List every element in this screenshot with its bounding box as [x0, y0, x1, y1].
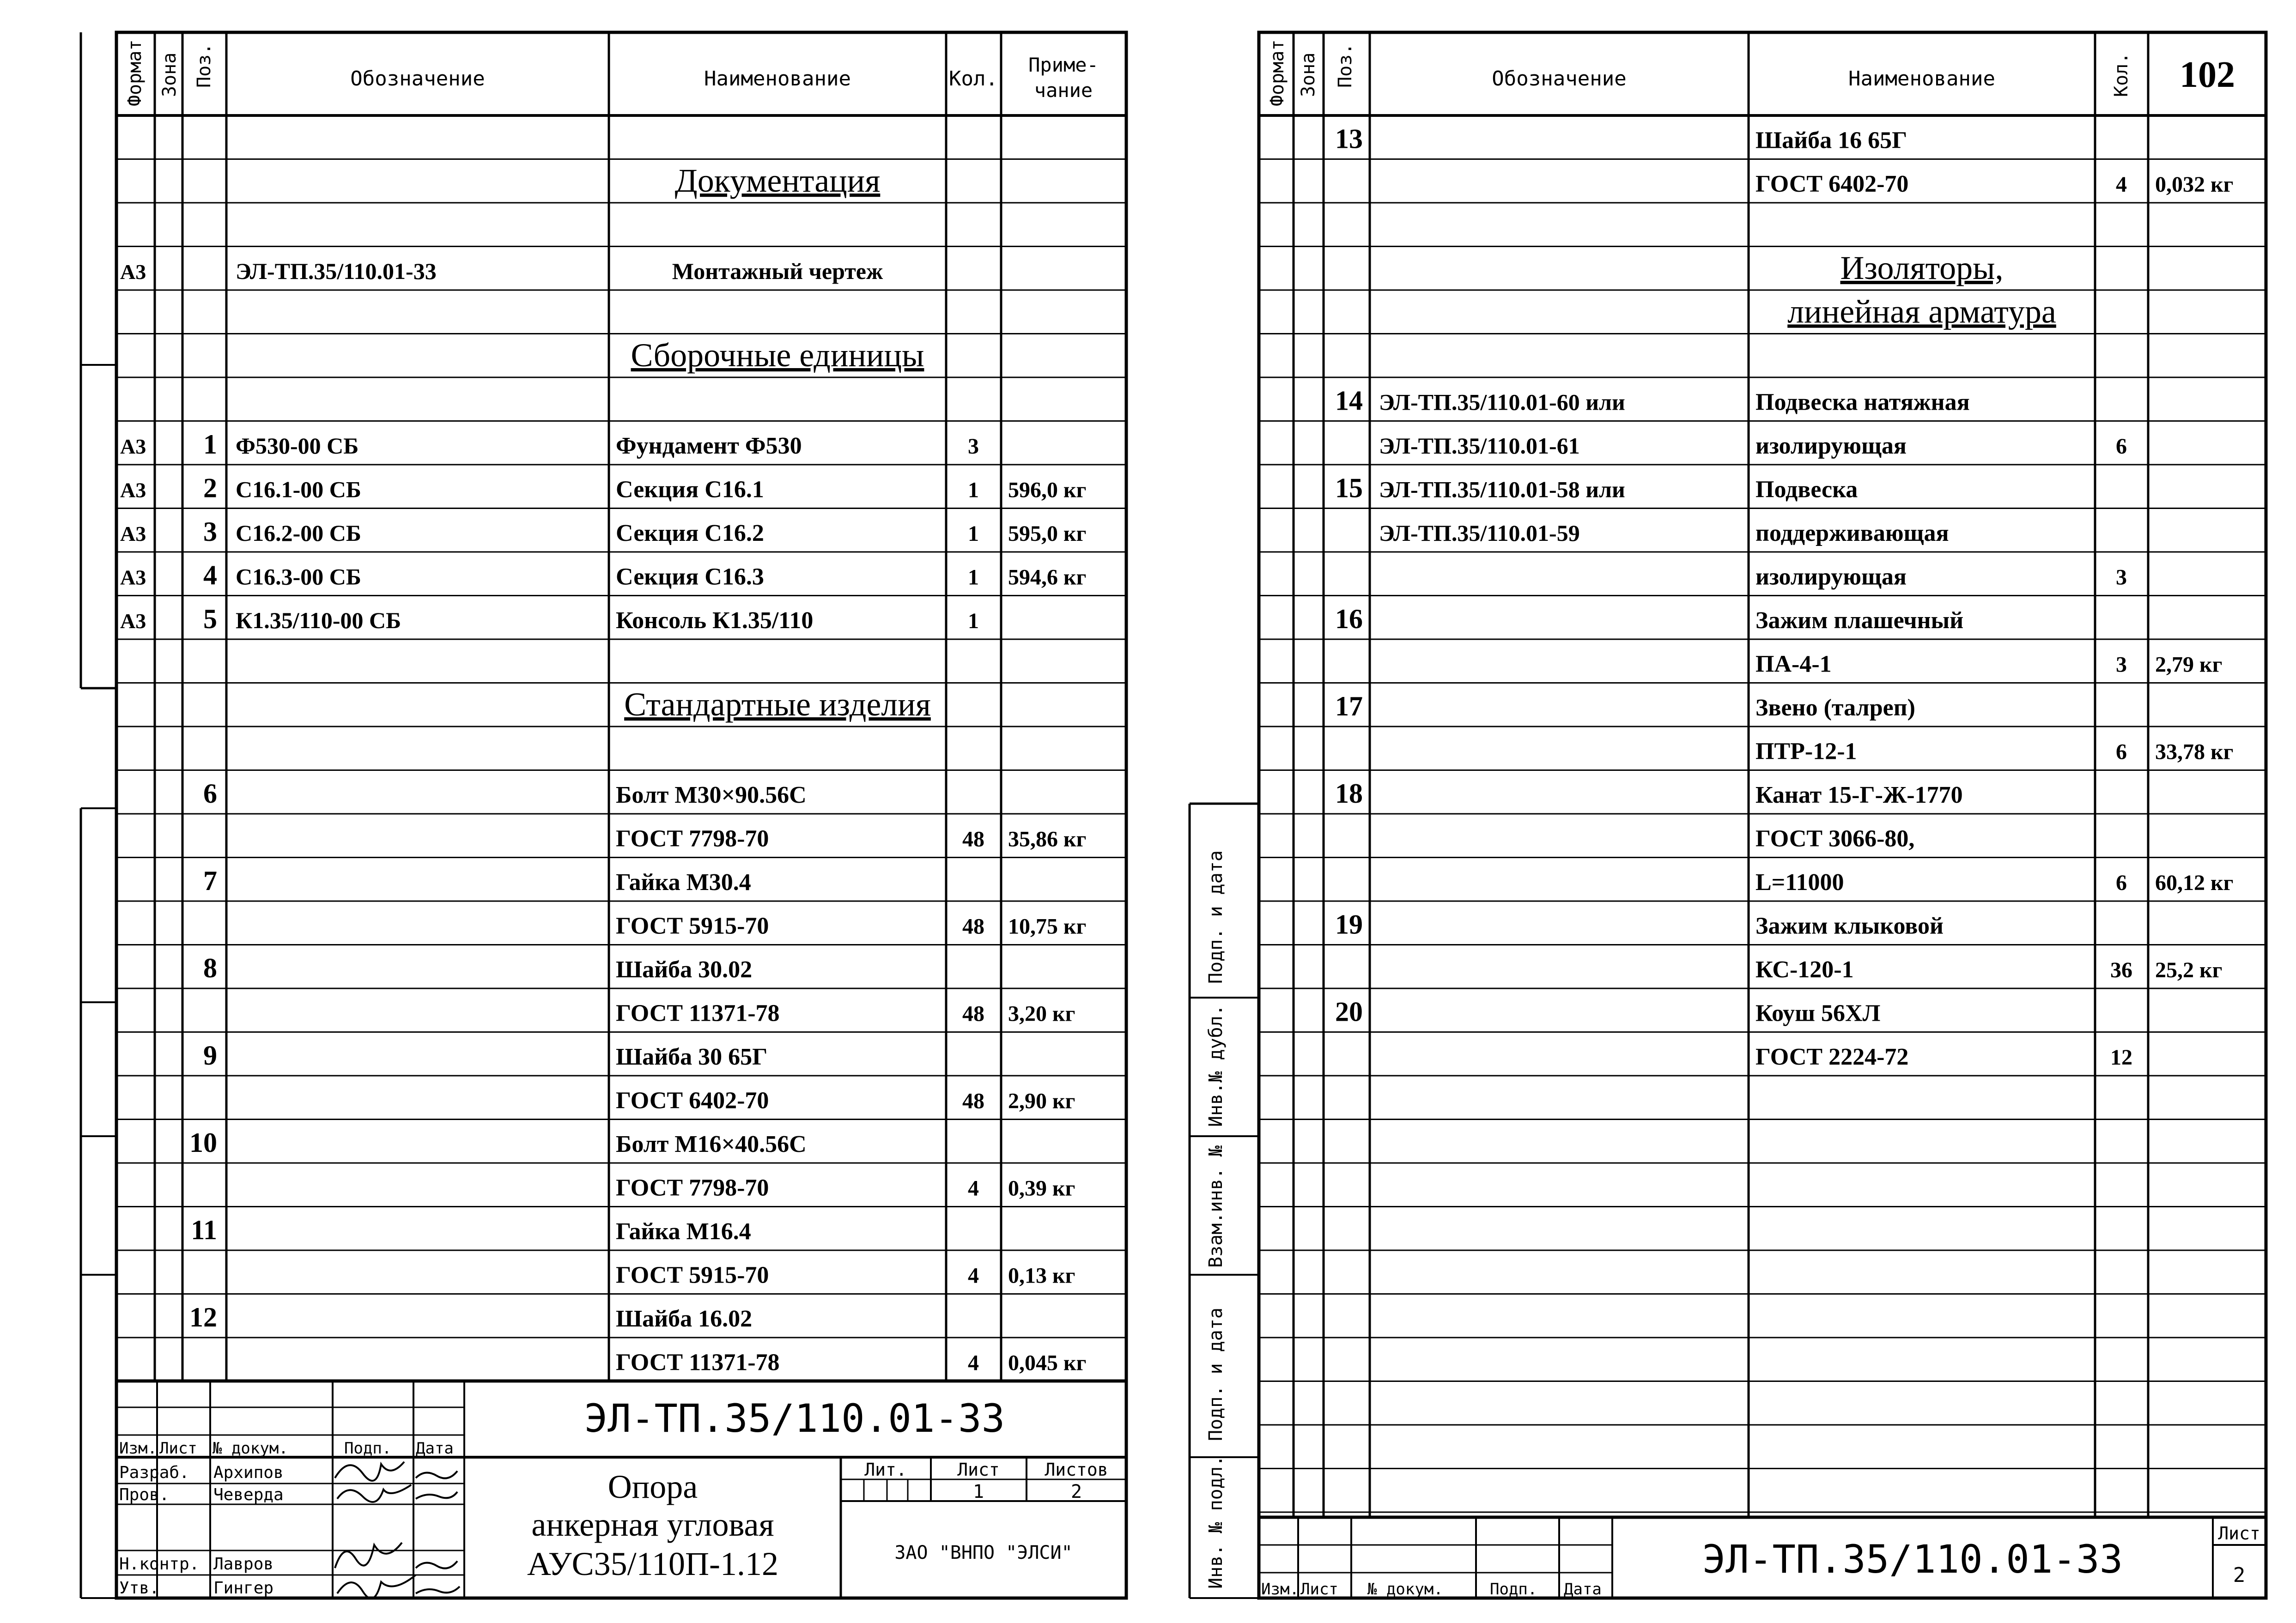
position-cell: 6 — [203, 778, 217, 809]
sheet-number: 1 — [972, 1481, 984, 1502]
note-cell: 594,6 кг — [1008, 565, 1087, 590]
format-cell: А3 — [120, 609, 146, 633]
quantity-cell: 12 — [2110, 1045, 2132, 1070]
name-cell: Монтажный чертеж — [672, 258, 883, 284]
name-cell: Шайба 30.02 — [616, 957, 753, 983]
name-cell: Фундамент Ф530 — [616, 433, 802, 459]
position-cell: 18 — [1335, 778, 1363, 809]
title-line: АУС35/110П-1.12 — [527, 1545, 778, 1582]
tb-role: Разраб. — [119, 1463, 189, 1482]
header-pos: Поз. — [194, 43, 215, 88]
quantity-cell: 1 — [968, 565, 979, 590]
name-cell: ГОСТ 11371-78 — [616, 1000, 780, 1027]
designation-cell: ЭЛ-ТП.35/110.01-61 — [1379, 433, 1580, 459]
position-cell: 12 — [189, 1302, 217, 1332]
quantity-cell: 3 — [2116, 652, 2127, 677]
tb-header: Подп. — [344, 1439, 392, 1458]
tb-role: Утв. — [119, 1579, 159, 1598]
header-format: Формат — [124, 39, 146, 106]
name-cell: ГОСТ 7798-70 — [616, 825, 769, 852]
section-heading: линейная арматура — [1787, 293, 2056, 330]
tb-header: Изм. — [1261, 1580, 1299, 1599]
document-code: ЭЛ-ТП.35/110.01-33 — [584, 1396, 1005, 1441]
tb-header: Листов — [1045, 1459, 1108, 1480]
quantity-cell: 6 — [2116, 739, 2127, 764]
note-cell: 595,0 кг — [1008, 521, 1087, 546]
position-cell: 1 — [203, 429, 217, 460]
format-cell: А3 — [120, 435, 146, 458]
quantity-cell: 1 — [968, 609, 979, 633]
note-cell: 35,86 кг — [1008, 827, 1087, 852]
name-cell: ГОСТ 5915-70 — [616, 913, 769, 939]
position-cell: 3 — [203, 516, 217, 547]
tb-header: Дата — [1564, 1580, 1602, 1599]
header-designation: Обозначение — [350, 67, 485, 91]
format-cell: А3 — [120, 565, 146, 589]
name-cell: ГОСТ 3066-80, — [1755, 825, 1915, 852]
name-cell: Зажим клыковой — [1755, 913, 1944, 939]
position-cell: 5 — [203, 604, 217, 634]
position-cell: 14 — [1335, 385, 1363, 416]
quantity-cell: 1 — [968, 521, 979, 546]
quantity-cell: 48 — [962, 914, 984, 939]
side-label: Подп. и дата — [1205, 850, 1227, 984]
name-cell: Зажим плашечный — [1755, 607, 1964, 634]
tb-person: Лавров — [213, 1555, 274, 1574]
section-heading: Изоляторы, — [1840, 249, 2004, 286]
tb-header: Лист — [1300, 1580, 1338, 1599]
name-cell: Болт М30×90.56С — [616, 782, 807, 808]
designation-cell: К1.35/110-00 СБ — [236, 607, 401, 633]
quantity-cell: 36 — [2110, 958, 2132, 982]
tb-header: № докум. — [213, 1439, 288, 1458]
quantity-cell: 48 — [962, 1089, 984, 1114]
side-label: Инв. № подл. — [1205, 1455, 1227, 1589]
quantity-cell: 4 — [968, 1350, 979, 1375]
tb-role: Н.контр. — [119, 1555, 200, 1574]
name-cell: Подвеска натяжная — [1755, 389, 1970, 416]
name-cell: ПТР-12-1 — [1755, 738, 1857, 765]
note-cell: 0,045 кг — [1008, 1350, 1087, 1375]
quantity-cell: 4 — [968, 1176, 979, 1201]
header-zone: Зона — [159, 52, 180, 97]
name-cell: Секция С16.1 — [616, 476, 764, 503]
quantity-cell: 1 — [968, 478, 979, 503]
note-cell: 2,79 кг — [2155, 652, 2223, 677]
name-cell: Коуш 56ХЛ — [1755, 1000, 1881, 1027]
quantity-cell: 6 — [2116, 434, 2127, 459]
note-cell: 60,12 кг — [2155, 871, 2234, 895]
name-cell: Консоль К1.35/110 — [616, 607, 814, 634]
note-cell: 10,75 кг — [1008, 914, 1087, 939]
note-cell: 2,90 кг — [1008, 1089, 1075, 1114]
tb-person: Гингер — [213, 1579, 274, 1598]
name-cell: Шайба 16 65Г — [1755, 127, 1907, 154]
header-qty: Кол. — [949, 67, 998, 91]
tb-header: № докум. — [1367, 1580, 1443, 1599]
name-cell: ГОСТ 5915-70 — [616, 1262, 769, 1289]
format-cell: А3 — [120, 478, 146, 502]
tb-person: Чеверда — [213, 1485, 284, 1504]
name-cell: Шайба 16.02 — [616, 1306, 753, 1332]
title-line: анкерная угловая — [531, 1506, 774, 1543]
note-cell: 3,20 кг — [1008, 1001, 1075, 1026]
designation-cell: ЭЛ-ТП.35/110.01-33 — [236, 258, 437, 284]
tb-header: Изм. — [119, 1439, 157, 1458]
quantity-cell: 3 — [968, 434, 979, 459]
signatures — [335, 1462, 460, 1599]
name-cell: ГОСТ 6402-70 — [1755, 171, 1909, 197]
position-cell: 13 — [1335, 123, 1363, 154]
position-cell: 10 — [189, 1127, 217, 1158]
position-cell: 15 — [1335, 472, 1363, 503]
designation-cell: С16.3-00 СБ — [236, 563, 361, 590]
side-label: Подп. и дата — [1205, 1308, 1227, 1441]
name-cell: ГОСТ 11371-78 — [616, 1349, 780, 1376]
header-zone: Зона — [1298, 52, 1319, 97]
header-pos: Поз. — [1335, 43, 1356, 88]
name-cell: ПА-4-1 — [1755, 651, 1832, 678]
format-cell: А3 — [120, 522, 146, 545]
position-cell: 7 — [203, 866, 217, 896]
section-heading: Стандартные изделия — [624, 686, 931, 723]
tb-header: Лист — [159, 1439, 197, 1458]
position-cell: 2 — [203, 472, 217, 503]
tb-header: Лист — [2218, 1523, 2260, 1544]
name-cell: Звено (талреп) — [1755, 695, 1915, 721]
quantity-cell: 48 — [962, 827, 984, 852]
tb-role: Пров. — [119, 1485, 170, 1504]
note-cell: 33,78 кг — [2155, 739, 2234, 764]
name-cell: ГОСТ 2224-72 — [1755, 1044, 1909, 1070]
name-cell: ГОСТ 7798-70 — [616, 1175, 769, 1201]
tb-header: Лит. — [864, 1459, 907, 1480]
page-number: 102 — [2180, 55, 2235, 95]
name-cell: ГОСТ 6402-70 — [616, 1087, 769, 1114]
position-cell: 20 — [1335, 996, 1363, 1027]
quantity-cell: 4 — [2116, 172, 2127, 197]
name-cell: Секция С16.2 — [616, 520, 764, 546]
quantity-cell: 48 — [962, 1001, 984, 1026]
name-cell: Болт М16×40.56С — [616, 1131, 807, 1157]
header-format: Формат — [1267, 39, 1288, 106]
tb-person: Архипов — [213, 1463, 284, 1482]
name-cell: Шайба 30 65Г — [616, 1044, 768, 1070]
note-cell: 0,13 кг — [1008, 1263, 1075, 1288]
sheet-number: 2 — [2233, 1563, 2246, 1587]
designation-cell: Ф530-00 СБ — [236, 433, 359, 459]
header-name: Наименование — [1848, 67, 1995, 91]
document-code: ЭЛ-ТП.35/110.01-33 — [1702, 1537, 2123, 1582]
header-designation: Обозначение — [1492, 67, 1627, 91]
header-name: Наименование — [704, 67, 851, 91]
side-label: Инв.№ дубл. — [1205, 1005, 1227, 1127]
position-cell: 4 — [203, 560, 217, 591]
name-cell: Канат 15-Г-Ж-1770 — [1755, 782, 1963, 808]
designation-cell: ЭЛ-ТП.35/110.01-59 — [1379, 520, 1580, 546]
title-line: Опора — [607, 1468, 698, 1505]
position-cell: 9 — [203, 1040, 217, 1071]
header-note: Приме- — [1028, 54, 1099, 76]
position-cell: 8 — [203, 953, 217, 983]
name-cell: КС-120-1 — [1755, 957, 1854, 983]
quantity-cell: 3 — [2116, 565, 2127, 590]
note-cell: 0,032 кг — [2155, 172, 2234, 197]
note-cell: 596,0 кг — [1008, 478, 1087, 503]
side-label: Взам.инв. № — [1205, 1145, 1227, 1268]
name-cell: Гайка М30.4 — [616, 869, 751, 896]
section-heading: Сборочные единицы — [631, 337, 924, 374]
designation-cell: ЭЛ-ТП.35/110.01-60 или — [1379, 389, 1625, 415]
position-cell: 16 — [1335, 604, 1363, 634]
name-cell: поддерживающая — [1755, 520, 1949, 546]
tb-header: Лист — [957, 1459, 1000, 1480]
header-note: чание — [1034, 79, 1093, 102]
organization: ЗАО "ВНПО "ЭЛСИ" — [894, 1542, 1073, 1563]
name-cell: Гайка М16.4 — [616, 1218, 751, 1245]
section-heading: Документация — [674, 162, 881, 199]
quantity-cell: 4 — [968, 1263, 979, 1288]
name-cell: L=11000 — [1755, 869, 1844, 896]
position-cell: 11 — [191, 1215, 217, 1245]
tb-header: Дата — [416, 1439, 454, 1458]
designation-cell: С16.2-00 СБ — [236, 520, 361, 546]
name-cell: Секция С16.3 — [616, 563, 764, 590]
tb-header: Подп. — [1490, 1580, 1537, 1599]
format-cell: А3 — [120, 260, 146, 284]
note-cell: 0,39 кг — [1008, 1176, 1075, 1201]
position-cell: 17 — [1335, 691, 1363, 721]
quantity-cell: 6 — [2116, 871, 2127, 895]
designation-cell: С16.1-00 СБ — [236, 476, 361, 503]
sheet-count: 2 — [1070, 1481, 1082, 1502]
position-cell: 19 — [1335, 909, 1363, 940]
note-cell: 25,2 кг — [2155, 958, 2223, 982]
name-cell: изолирующая — [1755, 433, 1907, 459]
name-cell: Подвеска — [1755, 476, 1858, 503]
name-cell: изолирующая — [1755, 563, 1907, 590]
header-qty: Кол. — [2111, 52, 2132, 97]
designation-cell: ЭЛ-ТП.35/110.01-58 или — [1379, 476, 1625, 503]
